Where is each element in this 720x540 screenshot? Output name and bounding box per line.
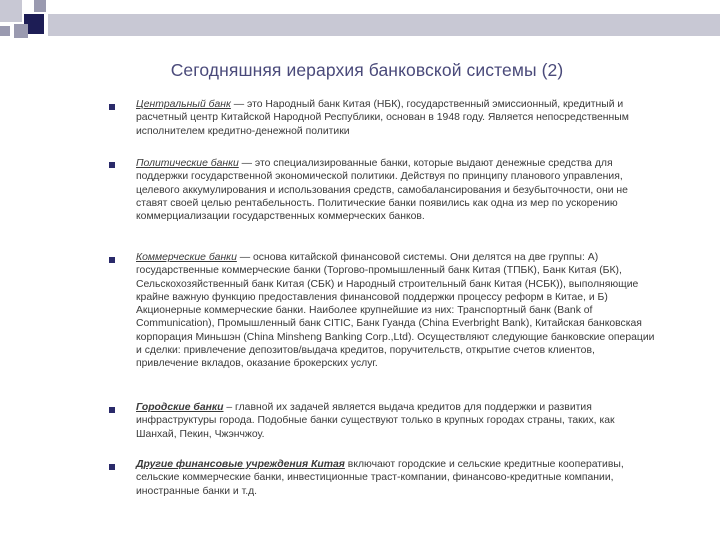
bullet-item — [136, 157, 656, 223]
bullet-lead: Центральный банк — [136, 99, 231, 110]
bullet-item — [136, 251, 656, 371]
bullet-item — [136, 401, 656, 441]
slide-title: Сегодняшняя иерархия банковской системы (2) — [170, 60, 564, 80]
bullet-text: — основа китайской финансовой системы. Они делятся на две группы: А) государственные коммерческие банки (Торгово-промышленный банк Китая (ТПБК), Банк Китая (БК), Сельскохозяйственный банк Китая (СБК) и Народный строительный банк Китая (НСБК)), выполняющие крайне важную функцию предоставления финансовой поддержки процессу реформ в Китае, и Б) Акционерные коммерческие банки. Наиболее крупнейшие из них: Транспортный банк (Bank of Communication), Промышленный банк CITIC, Банк Гуанда (China Everbright Bank), Китайская банковская корпорация Миньшэн (China Minsheng Banking Corp.,Ltd). Осуществляют следующие банковские операции и сделки: привлечение депозитов/выдача кредитов, поручительств, открытие счетов клиентов, привлечение вкладов, оказание брокерских услуг. — [136, 252, 655, 370]
bullet-text: включают городские и сельские кредитные кооперативы, сельские коммерческие банки, инвестиционные траст-компании, финансово-кредитные компании, иностранные банки и т.д. — [136, 459, 624, 497]
bullet-square-icon — [109, 162, 115, 168]
bullet-lead: Городские банки — [136, 402, 224, 413]
bullet-text: — это специализированные банки, которые выдают денежные средства для поддержки государственной экономической политики. Действуя по принципу планового управления, целевого аккумулирования и использования средств, самобалансирования и безубыточности, они не ставят своей целью рентабельность. Политические банки появились как одна из мер по ускорению коммерциализации государственных коммерческих банков. — [136, 158, 628, 223]
bullet-square-icon — [109, 104, 115, 110]
bullet-lead: Другие финансовые учреждения Китая — [136, 459, 345, 470]
decorative-squares — [0, 0, 720, 60]
bullet-text: – главной их задачей является выдача кредитов для поддержки и развития инфраструктуры города. Подобные банки существуют только в крупных городах страны, таких, как Шанхай, Пекин, Чжэнчжоу. — [136, 402, 615, 440]
bullet-square-icon — [109, 257, 115, 263]
bullet-text: — это Народный банк Китая (НБК), государственный эмиссионный, кредитный и расчетный центр Китайской Народной Республики, основан в 1948 году. Является непосредственным исполнителем кредитно-денежной политики — [136, 99, 629, 137]
bullet-lead: Политические банки — [136, 158, 239, 169]
bullet-square-icon — [109, 464, 115, 470]
bullet-item — [136, 98, 656, 138]
bullet-square-icon — [109, 407, 115, 413]
bullet-item — [136, 458, 656, 498]
bullet-lead: Коммерческие банки — [136, 252, 237, 263]
